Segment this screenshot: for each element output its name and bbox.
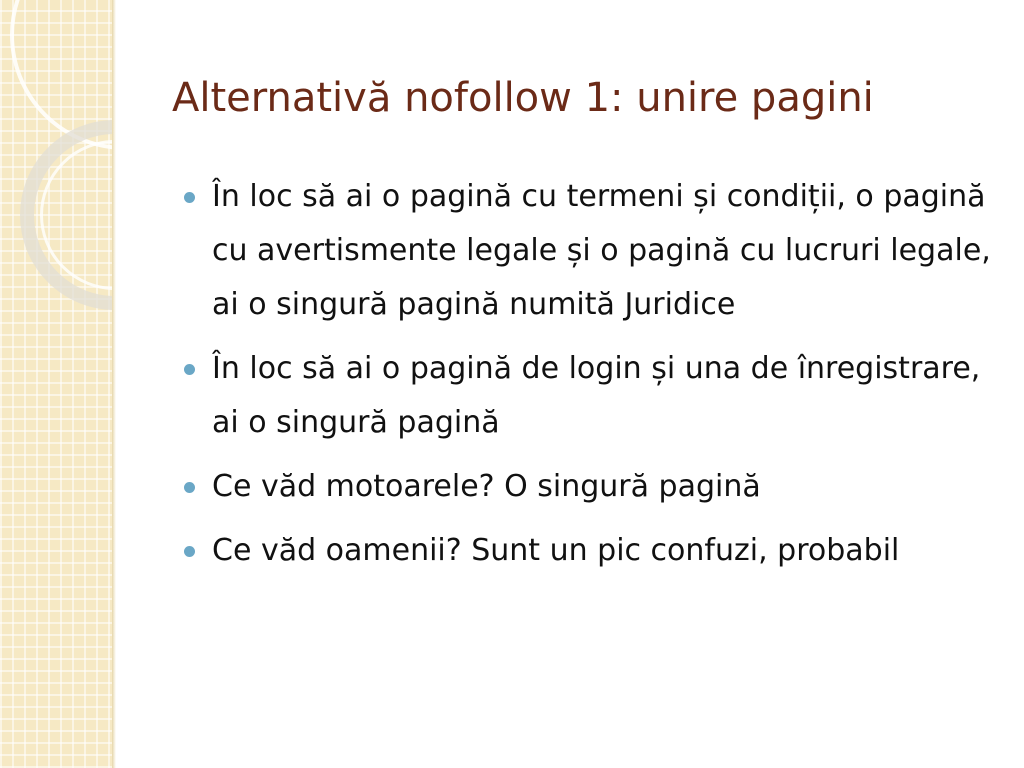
bullet-text: Ce văd oamenii? Sunt un pic confuzi, probabil [212,533,900,568]
round-bullet-icon [184,546,195,557]
decorative-side-panel [0,0,112,768]
bullet-item [182,170,1002,332]
bullet-text: În loc să ai o pagină de login și una de înregistrare, ai o singură pagină [212,351,981,440]
bullet-list [182,170,1002,578]
round-bullet-icon [184,364,195,375]
bullet-text: Ce văd motoarele? O singură pagină [212,469,761,504]
slide-title: Alternativă nofollow 1: unire pagini [172,75,874,121]
bullet-item [182,342,1002,450]
bullet-text: În loc să ai o pagină cu termeni și condiții, o pagină cu avertismente legale și o pagină cu lucruri legale, ai o singură pagină numită Juridice [212,179,991,322]
round-bullet-icon [184,192,195,203]
round-bullet-icon [184,482,195,493]
bullet-item [182,524,1002,578]
side-panel-edge [112,0,116,768]
bullet-item [182,460,1002,514]
slide-content [182,170,1002,588]
